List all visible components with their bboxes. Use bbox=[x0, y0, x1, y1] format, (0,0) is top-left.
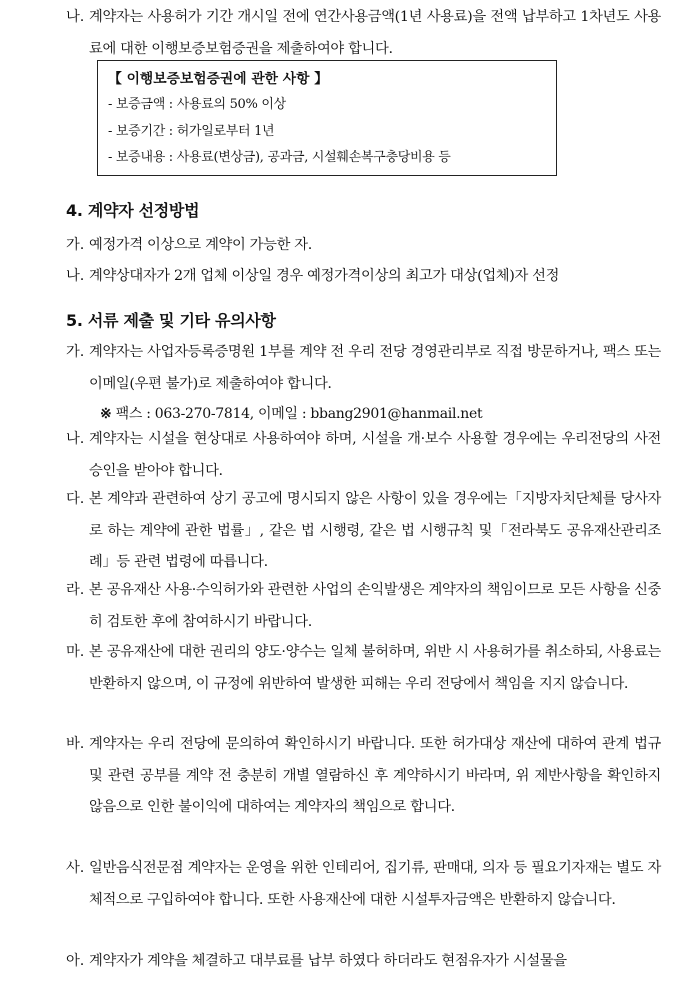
item-marker: 바. bbox=[66, 736, 85, 752]
section-5-item-ma bbox=[66, 637, 661, 700]
item-marker: 다. bbox=[66, 491, 85, 507]
item-text: 계약자는 우리 전당에 문의하여 확인하시기 바랍니다. 또한 허가대상 재산에 대하여 관계 법규 및 관련 공부를 계약 전 충분히 개별 열람하신 후 계약하시기 바라며, 위 제반사항을 확인하지 않음으로 인한 불이익에 대하여는 계약자의 책임으로 합니다. bbox=[89, 736, 661, 815]
guarantee-period-line: - 보증기간 : 허가일로부터 1년 bbox=[108, 123, 275, 139]
item-text: 일반음식전문점 계약자는 운영을 위한 인테리어, 집기류, 판매대, 의자 등 필요기자재는 별도 자체적으로 구입하여야 합니다. 또한 사용재산에 대한 시설투자금액은 반환하지 않습니다. bbox=[89, 860, 661, 908]
section-4-item-na bbox=[66, 261, 661, 293]
section-5-heading: 5. 서류 제출 및 기타 유의사항 bbox=[66, 311, 276, 330]
item-text: 계약상대자가 2개 업체 이상일 경우 예정가격이상의 최고가 대상(업체)자 선정 bbox=[89, 268, 560, 284]
item-text: 계약자는 시설을 현상대로 사용하여야 하며, 시설을 개·보수 사용할 경우에는 우리전당의 사전승인을 받아야 합니다. bbox=[89, 431, 661, 479]
item-text: 계약자는 사업자등록증명원 1부를 계약 전 우리 전당 경영관리부로 직접 방문하거나, 팩스 또는 이메일(우편 불가)로 제출하여야 합니다. bbox=[89, 344, 661, 392]
section-5-item-ra bbox=[66, 575, 661, 638]
item-marker: 나. bbox=[66, 9, 85, 25]
reference-mark: ※ bbox=[100, 406, 112, 422]
section-4-heading: 4. 계약자 선정방법 bbox=[66, 201, 200, 220]
section-5-item-ga bbox=[66, 337, 661, 400]
section-5-item-na bbox=[66, 424, 661, 487]
guarantee-amount-line: - 보증금액 : 사용료의 50% 이상 bbox=[108, 97, 286, 112]
paragraph-na-top bbox=[66, 2, 661, 65]
section-5-item-da bbox=[66, 484, 661, 579]
item-text: 계약자는 사용허가 기간 개시일 전에 연간사용금액(1년 사용료)을 전액 납부하고 1차년도 사용료에 대한 이행보증보험증권을 제출하여야 합니다. bbox=[89, 9, 661, 57]
item-text: 본 공유재산에 대한 권리의 양도·양수는 일체 불허하며, 위반 시 사용허가를 취소하되, 사용료는 반환하지 않으며, 이 규정에 위반하여 발생한 피해는 우리 전당에서 책임을 지지 않습니다. bbox=[89, 644, 661, 692]
section-5-item-sa bbox=[66, 853, 661, 916]
section-5-item-ba bbox=[66, 729, 661, 824]
section-5-item-a bbox=[66, 946, 661, 978]
section-4-item-ga bbox=[66, 230, 661, 262]
item-marker: 가. bbox=[66, 237, 85, 253]
item-text: 예정가격 이상으로 계약이 가능한 자. bbox=[89, 237, 312, 253]
item-text: 본 계약과 관련하여 상기 공고에 명시되지 않은 사항이 있을 경우에는「지방자치단체를 당사자로 하는 계약에 관한 법률」, 같은 법 시행령, 같은 법 시행규칙 및「전라북도 공유재산관리조례」등 관련 법령에 따릅니다. bbox=[89, 491, 661, 570]
item-text: 계약자가 계약을 체결하고 대부료를 납부 하였다 하더라도 현점유자가 시설물을 bbox=[89, 953, 567, 969]
item-marker: 가. bbox=[66, 344, 85, 360]
item-marker: 나. bbox=[66, 268, 85, 284]
item-marker: 아. bbox=[66, 953, 85, 969]
item-marker: 나. bbox=[66, 431, 85, 447]
guarantee-box-title: 【 이행보증보험증권에 관한 사항 】 bbox=[108, 71, 329, 87]
guarantee-scope-line: - 보증내용 : 사용료(변상금), 공과금, 시설훼손복구충당비용 등 bbox=[108, 150, 451, 165]
contact-text: 팩스 : 063-270-7814, 이메일 : bbang2901@hanmail.net bbox=[115, 406, 483, 422]
item-marker: 마. bbox=[66, 644, 85, 660]
guarantee-info-box bbox=[97, 60, 557, 176]
item-marker: 라. bbox=[66, 582, 85, 598]
item-text: 본 공유재산 사용·수익허가와 관련한 사업의 손익발생은 계약자의 책임이므로 모든 사항을 신중히 검토한 후에 참여하시기 바랍니다. bbox=[89, 582, 661, 630]
item-marker: 사. bbox=[66, 860, 85, 876]
